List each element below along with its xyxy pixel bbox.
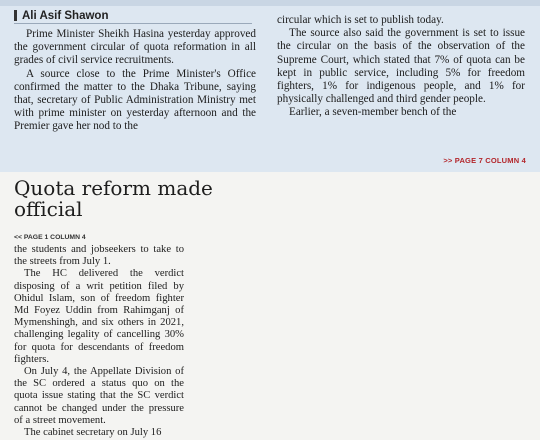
lead-column-1 [14, 28, 256, 134]
paragraph: The HC delivered the verdict disposing of a writ petition filed by Ohidul Islam, son of freedom fighter Md Foyez Uddin from Rahimganj of Mymenshingh, and six others in 2021, challenging legality of cancelling 30% for quota for descendants of freedom fighters. [14, 268, 184, 365]
double-chevron-right-icon: >> [443, 156, 453, 165]
jump-column [14, 244, 184, 439]
continued-from-label [14, 234, 86, 241]
paragraph: A source close to the Prime Minister's Office confirmed the matter to the Dhaka Tribune, saying that, secretary of Public Administration Ministry met with prime minister on yesterday afternoon and the Premier gave her nod to the [14, 67, 256, 133]
jump-label-text: PAGE 1 COLUMN 4 [23, 234, 86, 241]
paragraph: Prime Minister Sheikh Hasina yesterday approved the government circular of quota reformation in all grades of civil service recruitments. [14, 28, 256, 67]
double-chevron-left-icon: << [14, 234, 22, 241]
byline-author: Ali Asif Shawon [22, 9, 109, 22]
paragraph: the students and jobseekers to take to the streets from July 1. [14, 244, 184, 268]
paragraph: Earlier, a seven-member bench of the [289, 106, 457, 119]
lead-column-2 [277, 14, 525, 120]
paragraph: The cabinet secretary on July 16 [24, 427, 162, 439]
paragraph: circular which is set to publish today. [277, 14, 444, 26]
continued-on-jump [443, 156, 526, 165]
continued-label: PAGE 7 COLUMN 4 [454, 156, 526, 165]
paragraph: On July 4, the Appellate Division of the SC ordered a status quo on the quota issue stating that the SC verdict cannot be changed under the pressure of a street movement. [14, 366, 184, 426]
cropped-headline-strip [0, 0, 540, 6]
byline-marker [14, 10, 17, 21]
jump-headline: Quota reform made official [14, 176, 213, 221]
paragraph: The source also said the government is set to issue the circular on the basis of the observation of the Supreme Court, which stated that 7% of quota can be kept in public service, including 5% for freedom fighters, 1% for indigenous people, and 1% for physically challenged and third gender people. [277, 27, 525, 106]
byline [14, 8, 252, 24]
